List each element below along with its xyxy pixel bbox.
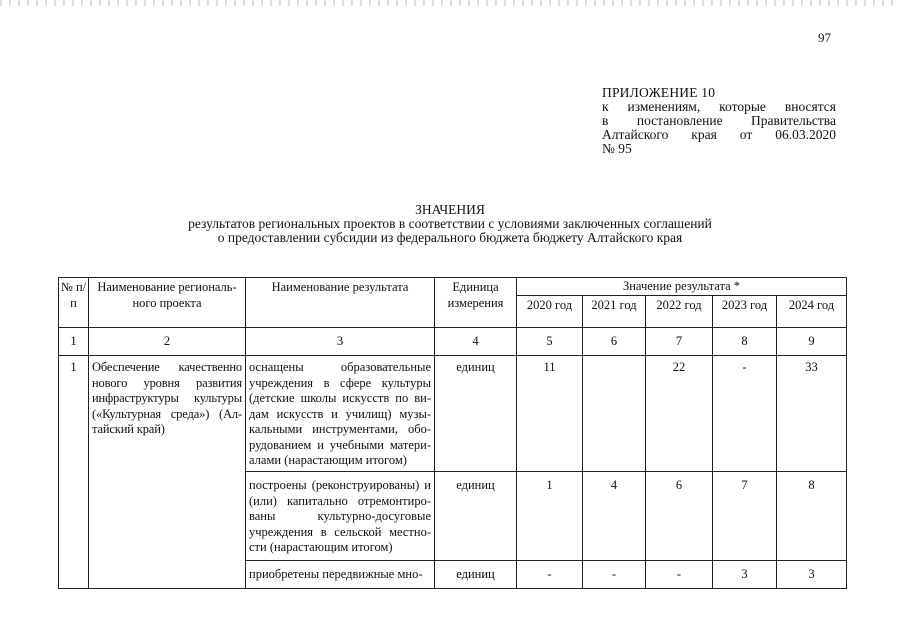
result-value: - bbox=[517, 561, 583, 589]
column-number: 5 bbox=[517, 328, 583, 356]
result-unit: единиц bbox=[435, 472, 517, 561]
appendix-block bbox=[602, 86, 836, 156]
header-year: 2022 год bbox=[646, 296, 713, 328]
appendix-title: ПРИЛОЖЕНИЕ 10 bbox=[602, 85, 716, 100]
result-value: 8 bbox=[777, 472, 847, 561]
table-row bbox=[59, 356, 847, 472]
appendix-line: к изменениям, которые вносятся bbox=[602, 99, 836, 114]
results-table bbox=[58, 277, 847, 589]
result-unit: единиц bbox=[435, 561, 517, 589]
row-number: 1 bbox=[59, 356, 89, 589]
result-value: - bbox=[646, 561, 713, 589]
result-value: 7 bbox=[713, 472, 777, 561]
document-subtitle: о предоставлении субсидии из федерального бюджета бюджету Алтайского края bbox=[217, 230, 683, 245]
result-value: 4 bbox=[583, 472, 646, 561]
header-year: 2023 год bbox=[713, 296, 777, 328]
header-result: Наименование результата bbox=[246, 278, 435, 328]
document-subtitle: результатов региональных проектов в соответствии с условиями заключенных соглашений bbox=[188, 216, 712, 231]
result-value: 11 bbox=[517, 356, 583, 472]
header-value-group: Значение результата * bbox=[517, 278, 847, 296]
header-num: № п/п bbox=[59, 278, 89, 328]
page-number: 97 bbox=[818, 30, 831, 45]
appendix-line: Алтайского края от 06.03.2020 bbox=[602, 127, 836, 142]
column-number: 1 bbox=[59, 328, 89, 356]
result-value: 22 bbox=[646, 356, 713, 472]
column-number: 4 bbox=[435, 328, 517, 356]
result-value: 33 bbox=[777, 356, 847, 472]
project-name: Обеспечение качественно нового уровня развития инфраструктуры культуры («Культурная среда») (Ал-тайский край) bbox=[89, 356, 246, 589]
column-number: 3 bbox=[246, 328, 435, 356]
header-year: 2020 год bbox=[517, 296, 583, 328]
appendix-line: в постановление Правительства bbox=[602, 113, 836, 128]
result-value: 6 bbox=[646, 472, 713, 561]
header-year: 2024 год bbox=[777, 296, 847, 328]
column-number: 8 bbox=[713, 328, 777, 356]
result-unit: единиц bbox=[435, 356, 517, 472]
column-number: 7 bbox=[646, 328, 713, 356]
result-value: 3 bbox=[777, 561, 847, 589]
result-value: - bbox=[583, 561, 646, 589]
header-project: Наименование региональ-ного проекта bbox=[89, 278, 246, 328]
column-number: 6 bbox=[583, 328, 646, 356]
result-value bbox=[583, 356, 646, 472]
result-value: - bbox=[713, 356, 777, 472]
header-unit: Единица измерения bbox=[435, 278, 517, 328]
column-number: 9 bbox=[777, 328, 847, 356]
header-row bbox=[59, 278, 847, 296]
result-name: приобретены передвижные мно- bbox=[246, 561, 435, 589]
result-value: 1 bbox=[517, 472, 583, 561]
result-name: оснащены образовательные учреждения в сфере культуры (детские школы искусств по ви-дам искусств и училищ) музы-кальными инструментами, обо-рудованием и учебными матери-алами (нарастающим итогом) bbox=[246, 356, 435, 472]
scan-edge-artifact bbox=[0, 0, 900, 6]
document-title: ЗНАЧЕНИЯ bbox=[415, 202, 485, 217]
result-value: 3 bbox=[713, 561, 777, 589]
header-year: 2021 год bbox=[583, 296, 646, 328]
result-name: построены (реконструированы) и (или) капитально отремонтиро-ваны культурно-досуговые учреждения в сельской местно-сти (нарастающим итогом) bbox=[246, 472, 435, 561]
column-number-row bbox=[59, 328, 847, 356]
column-number: 2 bbox=[89, 328, 246, 356]
appendix-number: № 95 bbox=[602, 141, 632, 156]
